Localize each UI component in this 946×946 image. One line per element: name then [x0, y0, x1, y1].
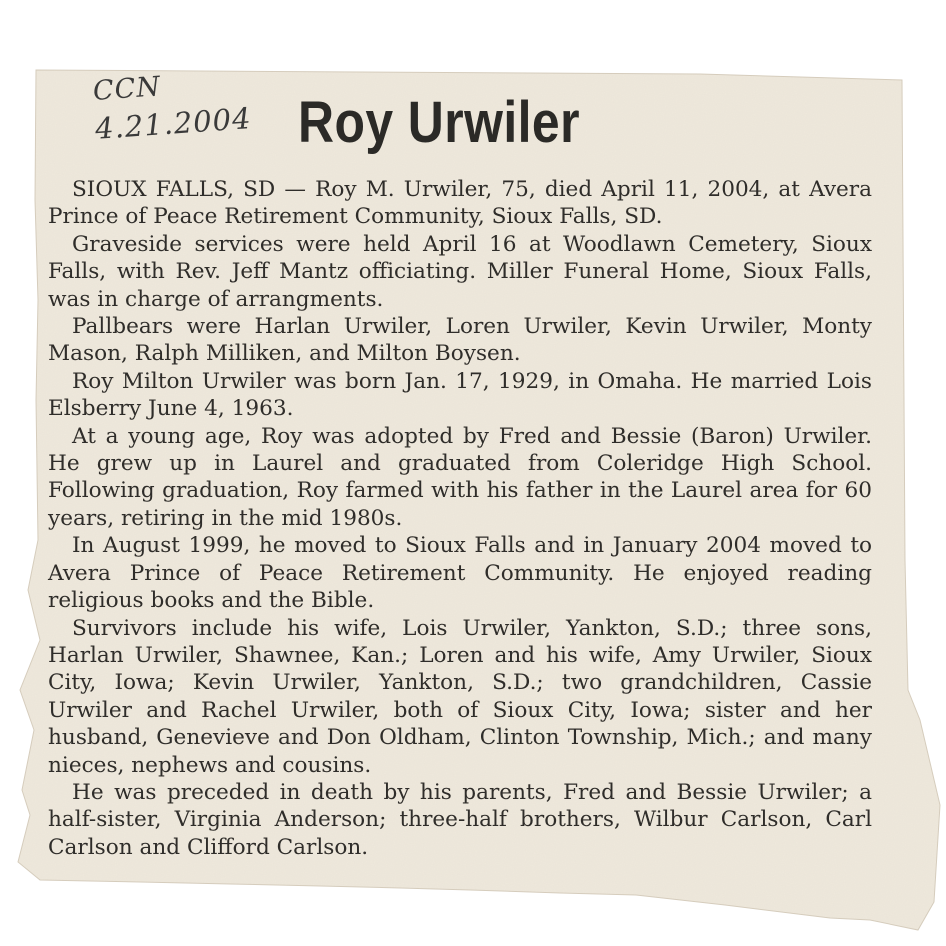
obituary-paragraph: SIOUX FALLS, SD — Roy M. Urwiler, 75, died April 11, 2004, at Avera Prince of Peace Retirement Community, Sioux Falls, SD. — [48, 177, 872, 230]
handwritten-source-note: CCN — [92, 71, 162, 107]
obituary-paragraph: Pallbears were Harlan Urwiler, Loren Urwiler, Kevin Urwiler, Monty Mason, Ralph Milliken, and Milton Boysen. — [48, 314, 872, 367]
obituary-headline: Roy Urwiler — [298, 90, 580, 155]
obituary-paragraph: At a young age, Roy was adopted by Fred and Bessie (Baron) Urwiler. He grew up in Laurel and graduated from Coleridge High School. Following graduation, Roy farmed with his father in the Laurel area for 60 years, retiring in the mid 1980s. — [48, 423, 872, 531]
obituary-paragraph: Survivors include his wife, Lois Urwiler, Yankton, S.D.; three sons, Harlan Urwiler, Shawnee, Kan.; Loren and his wife, Amy Urwiler, Sioux City, Iowa; Kevin Urwiler, Yankton, S.D.; two grandchildren, Cassie Urwiler and Rachel Urwiler, both of Sioux City, Iowa; sister and her husband, Genevieve and Don Oldham, Clinton Township, Mich.; and many nieces, nephews and cousins. — [48, 615, 872, 778]
obituary-body — [48, 176, 872, 861]
handwritten-date-note: 4.21.2004 — [94, 101, 253, 146]
obituary-paragraph: Roy Milton Urwiler was born Jan. 17, 1929, in Omaha. He married Lois Elsberry June 4, 1963. — [48, 368, 872, 422]
obituary-paragraph: He was preceded in death by his parents, Fred and Bessie Urwiler; a half-sister, Virginia Anderson; three-half brothers, Wilbur Carlson, Carl Carlson and Clifford Carlson. — [48, 779, 872, 860]
obituary-paragraph: Graveside services were held April 16 at Woodlawn Cemetery, Sioux Falls, with Rev. Jeff Mantz officiating. Miller Funeral Home, Sioux Falls, was in charge of arrangments. — [48, 231, 872, 312]
obituary-paragraph: In August 1999, he moved to Sioux Falls and in January 2004 moved to Avera Prince of Peace Retirement Community. He enjoyed reading religious books and the Bible. — [48, 533, 872, 614]
